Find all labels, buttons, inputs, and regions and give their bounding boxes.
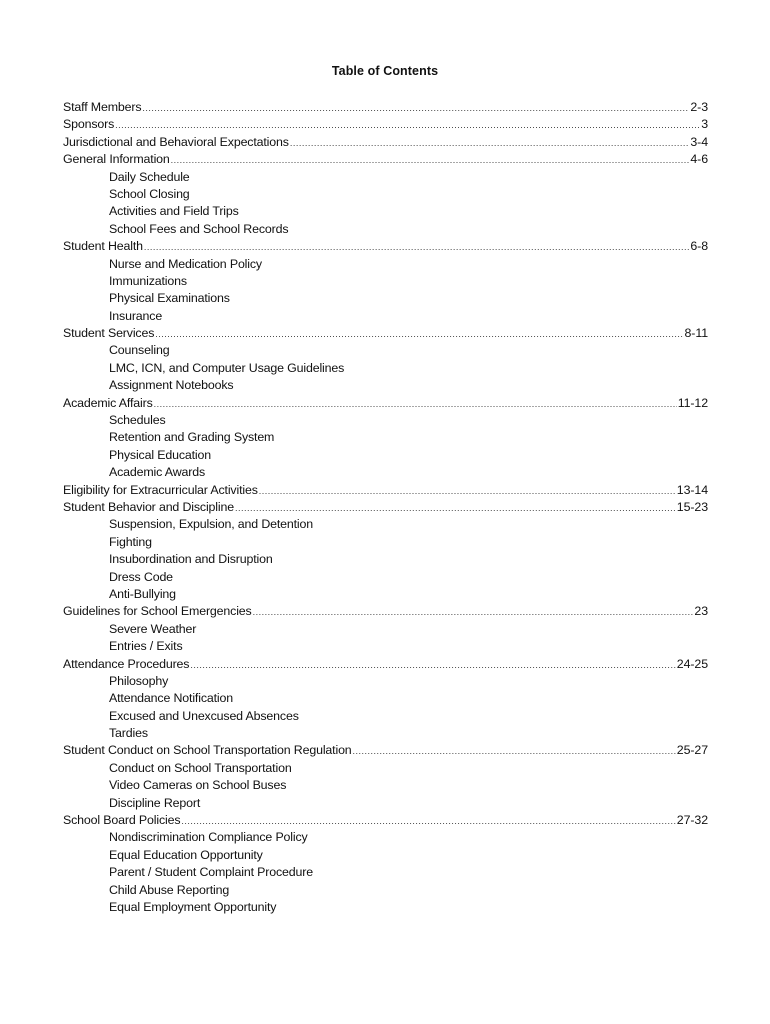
toc-entry-label: School Board Policies xyxy=(63,813,181,828)
toc-entry-pages: 3 xyxy=(701,117,708,132)
dot-leader xyxy=(171,152,690,169)
dot-leader xyxy=(155,326,683,343)
toc-subitem: Physical Education xyxy=(109,447,211,462)
toc-entry-label: Academic Affairs xyxy=(63,395,153,410)
toc-entry-pages: 23 xyxy=(694,604,708,619)
toc-subitem: Anti-Bullying xyxy=(109,586,176,601)
toc-entry-pages: 24-25 xyxy=(676,656,708,671)
dot-leader xyxy=(154,396,677,413)
toc-subitem: Fighting xyxy=(109,534,152,549)
toc-entry xyxy=(63,116,708,133)
toc-subitem: LMC, ICN, and Computer Usage Guidelines xyxy=(109,360,345,375)
toc-entry-label: Jurisdictional and Behavioral Expectations xyxy=(63,134,289,149)
toc-subitem: Dress Code xyxy=(109,569,173,584)
toc-subitem: Insubordination and Disruption xyxy=(109,552,273,567)
toc-subitem: Counseling xyxy=(109,343,170,358)
toc-subitem: Equal Education Opportunity xyxy=(109,847,263,862)
dot-leader xyxy=(353,743,676,760)
toc-entry-label: Student Conduct on School Transportation Regulation xyxy=(63,743,352,758)
toc-subitem: Video Cameras on School Buses xyxy=(109,778,287,793)
toc-entry xyxy=(63,99,708,116)
dot-leader xyxy=(290,135,690,152)
toc-entry xyxy=(63,395,708,412)
toc-subitem: Equal Employment Opportunity xyxy=(109,899,277,914)
dot-leader xyxy=(235,500,676,517)
toc-subitem: Parent / Student Complaint Procedure xyxy=(109,865,313,880)
toc-entry-pages: 11-12 xyxy=(677,395,708,410)
toc-subitem: Daily Schedule xyxy=(109,169,190,184)
toc-subitem: Nondiscrimination Compliance Policy xyxy=(109,830,308,845)
toc-subitem: Suspension, Expulsion, and Detention xyxy=(109,517,314,532)
table-of-contents xyxy=(63,99,708,916)
toc-entry-label: Student Health xyxy=(63,239,143,254)
toc-entry-pages: 15-23 xyxy=(676,499,708,514)
dot-leader xyxy=(259,483,676,500)
toc-subitem: Excused and Unexcused Absences xyxy=(109,708,299,723)
toc-entry-pages: 27-32 xyxy=(676,813,708,828)
dot-leader xyxy=(181,813,675,830)
toc-entry xyxy=(63,325,708,342)
dot-leader xyxy=(253,604,694,621)
toc-entry-pages: 13-14 xyxy=(676,482,708,497)
toc-subitem: Retention and Grading System xyxy=(109,430,275,445)
toc-entry-pages: 2-3 xyxy=(690,100,708,114)
toc-entry-label: Sponsors xyxy=(63,117,115,132)
toc-subitem: Child Abuse Reporting xyxy=(109,882,230,897)
toc-entry xyxy=(63,151,708,168)
toc-subitem: Entries / Exits xyxy=(109,639,183,654)
toc-subitem: School Fees and School Records xyxy=(109,221,289,236)
toc-entry xyxy=(63,238,708,255)
toc-subitem: School Closing xyxy=(109,186,190,201)
toc-subitem: Assignment Notebooks xyxy=(109,378,234,393)
toc-entry-pages: 3-4 xyxy=(690,134,708,149)
toc-entry-label: Student Services xyxy=(63,326,155,341)
toc-subitem: Discipline Report xyxy=(109,795,201,810)
toc-entry xyxy=(63,603,708,620)
toc-subitem: Physical Examinations xyxy=(109,291,230,306)
toc-subitem: Immunizations xyxy=(109,273,187,288)
toc-entry xyxy=(63,812,708,829)
toc-entry xyxy=(63,656,708,673)
toc-entry-pages: 4-6 xyxy=(690,152,708,167)
toc-subitem: Nurse and Medication Policy xyxy=(109,256,262,271)
toc-subitem: Activities and Field Trips xyxy=(109,204,239,219)
toc-subitem: Severe Weather xyxy=(109,621,197,636)
toc-entry-label: Eligibility for Extracurricular Activities xyxy=(63,482,258,497)
toc-subitem: Insurance xyxy=(109,308,163,323)
dot-leader xyxy=(142,100,689,117)
toc-subitem: Conduct on School Transportation xyxy=(109,760,292,775)
toc-entry-pages: 8-11 xyxy=(684,326,708,341)
toc-entry xyxy=(63,742,708,759)
toc-subitem: Academic Awards xyxy=(109,465,206,480)
toc-entry-label: Student Behavior and Discipline xyxy=(63,499,234,514)
toc-entry-pages: 25-27 xyxy=(676,743,708,758)
dot-leader xyxy=(190,657,675,674)
toc-entry xyxy=(63,482,708,499)
toc-entry-label: Attendance Procedures xyxy=(63,656,190,671)
toc-entry-label: Guidelines for School Emergencies xyxy=(63,604,252,619)
page-title: Table of Contents xyxy=(331,64,439,78)
toc-entry-label: Staff Members xyxy=(63,100,142,114)
dot-leader xyxy=(144,239,690,256)
dot-leader xyxy=(115,117,700,134)
toc-subitem: Tardies xyxy=(109,726,148,741)
toc-subitem: Attendance Notification xyxy=(109,691,233,706)
toc-entry-pages: 6-8 xyxy=(690,239,708,254)
toc-entry-label: General Information xyxy=(63,152,170,167)
toc-entry xyxy=(63,499,708,516)
toc-subitem: Schedules xyxy=(109,413,166,428)
toc-entry xyxy=(63,134,708,151)
toc-subitem: Philosophy xyxy=(109,673,169,688)
